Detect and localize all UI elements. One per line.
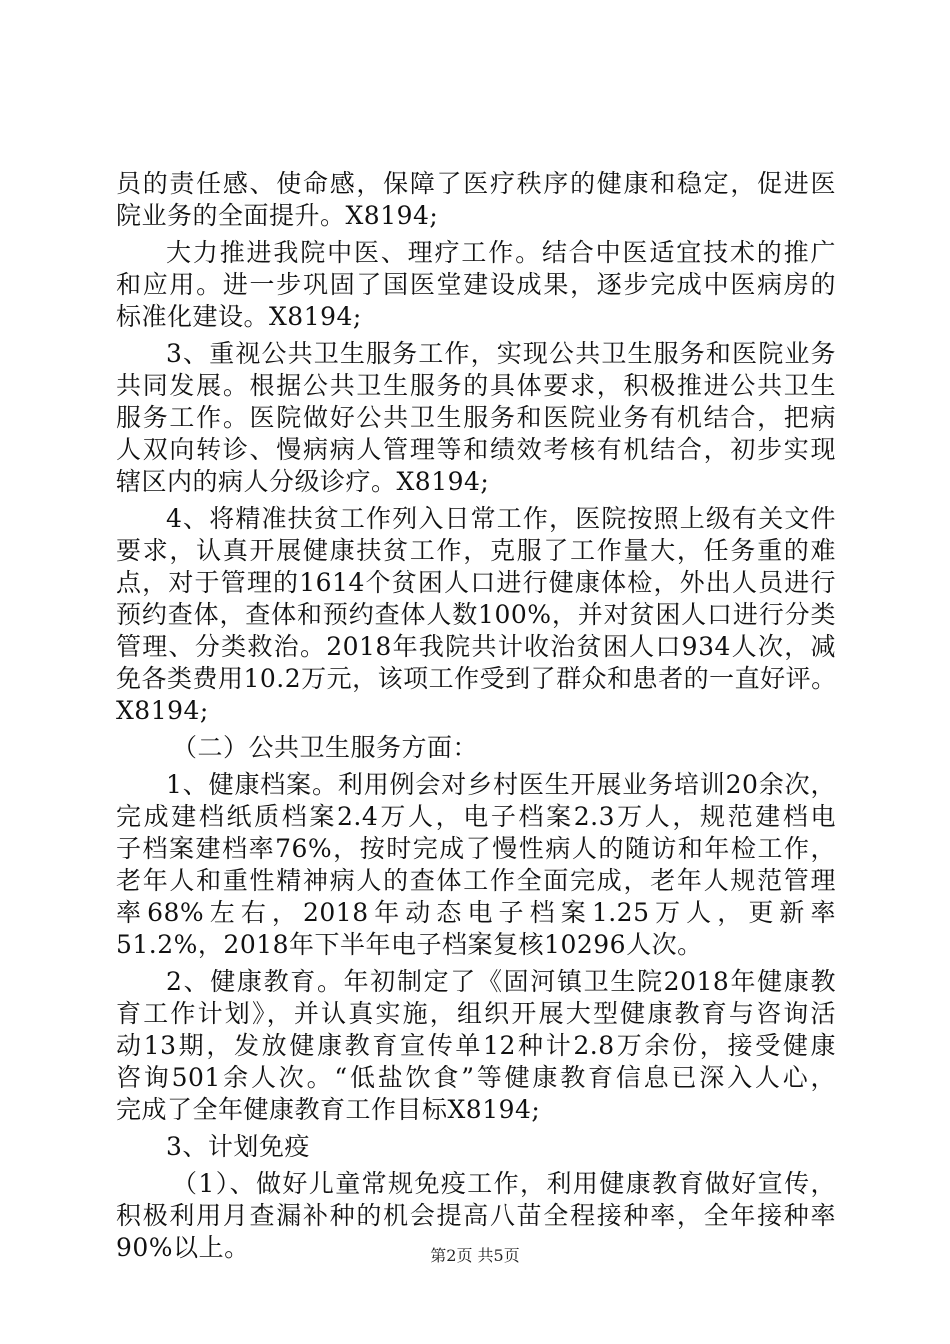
text-line: X8194;	[116, 696, 209, 725]
text-line: 51.2%，2018年下半年电子档案复核10296人次。	[116, 930, 703, 959]
text-line: 大力推进我院中医、理疗工作。结合中医适宜技术的推广	[166, 238, 836, 267]
text-line: 要求，认真开展健康扶贫工作，克服了工作量大，任务重的难	[116, 536, 836, 565]
text-line: 标准化建设。X8194;	[116, 302, 362, 331]
text-line: 3、重视公共卫生服务工作，实现公共卫生服务和医院业务	[166, 339, 836, 368]
text-line: 4、将精准扶贫工作列入日常工作，医院按照上级有关文件	[166, 504, 836, 533]
text-line: 老年人和重性精神病人的查体工作全面完成，老年人规范管理	[116, 866, 836, 895]
text-line: 完成了全年健康教育工作目标X8194;	[116, 1095, 541, 1124]
text-line: 院业务的全面提升。X8194;	[116, 201, 439, 230]
text-line: 共同发展。根据公共卫生服务的具体要求，积极推进公共卫生	[116, 371, 836, 400]
text-line: 预约查体，查体和预约查体人数100%，并对贫困人口进行分类	[116, 600, 836, 629]
text-line: 动13期，发放健康教育宣传单12种计2.8万余份，接受健康	[116, 1031, 836, 1060]
text-line: （1）、做好儿童常规免疫工作，利用健康教育做好宣传，	[172, 1169, 836, 1198]
text-line: 咨询501余人次。“低盐饮食”等健康教育信息已深入人心，	[116, 1063, 836, 1092]
text-line: 子档案建档率76%，按时完成了慢性病人的随访和年检工作，	[116, 834, 836, 863]
text-line: 服务工作。医院做好公共卫生服务和医院业务有机结合，把病	[116, 403, 836, 432]
page-number-footer: 第2页 共5页	[430, 1246, 520, 1265]
text-line: 率68%左右，2018年动态电子档案1.25万人，更新率	[116, 898, 836, 927]
text-line: 90%以上。	[116, 1233, 250, 1262]
text-line: 员的责任感、使命感，保障了医疗秩序的健康和稳定，促进医	[116, 169, 836, 198]
sub-heading: 3、计划免疫	[166, 1132, 310, 1161]
text-line: 积极利用月查漏补种的机会提高八苗全程接种率，全年接种率	[116, 1201, 836, 1230]
text-line: 1、健康档案。利用例会对乡村医生开展业务培训20余次，	[166, 770, 836, 799]
text-line: 辖区内的病人分级诊疗。X8194;	[116, 467, 490, 496]
text-line: 免各类费用10.2万元，该项工作受到了群众和患者的一直好评。	[116, 664, 837, 693]
text-line: 点，对于管理的1614个贫困人口进行健康体检，外出人员进行	[116, 568, 836, 597]
text-line: 完成建档纸质档案2.4万人，电子档案2.3万人，规范建档电	[116, 802, 836, 831]
text-line: 育工作计划》，并认真实施，组织开展大型健康教育与咨询活	[116, 999, 836, 1028]
section-heading: （二）公共卫生服务方面：	[172, 733, 479, 762]
text-line: 2、健康教育。年初制定了《固河镇卫生院2018年健康教	[166, 967, 836, 996]
text-line: 人双向转诊、慢病病人管理等和绩效考核有机结合，初步实现	[116, 435, 836, 464]
text-line: 和应用。进一步巩固了国医堂建设成果，逐步完成中医病房的	[116, 270, 836, 299]
text-line: 管理、分类救治。2018年我院共计收治贫困人口934人次，减	[116, 632, 836, 661]
